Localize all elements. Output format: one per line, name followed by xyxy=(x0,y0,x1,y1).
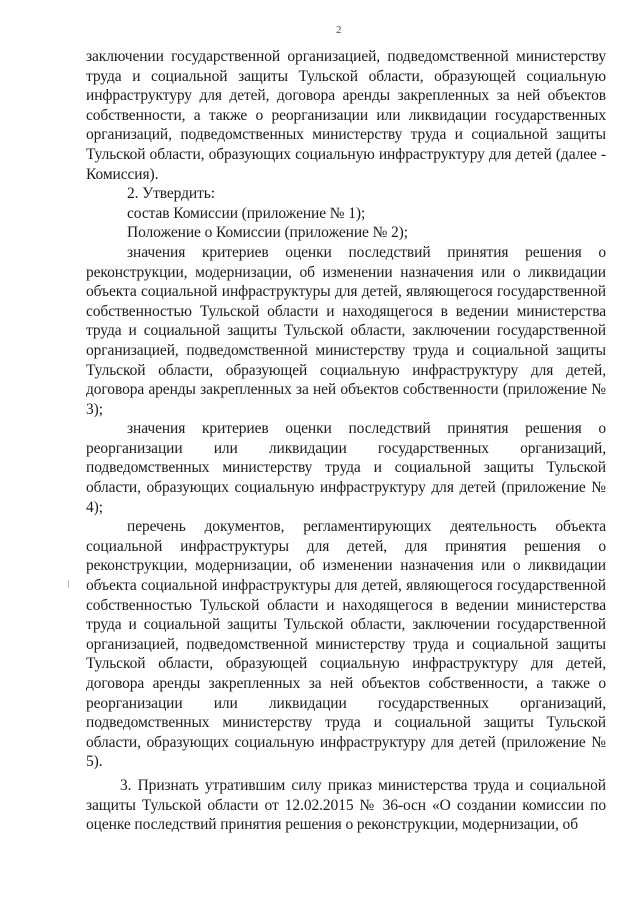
page-number: 2 xyxy=(336,24,342,36)
paragraph-commission-regulation: Положение о Комиссии (приложение № 2); xyxy=(127,224,408,242)
paragraph-repeal-order: 3. Признать утратившим силу приказ министерства труда и социальной защиты Тульской области от 12.02.2015 № 36-осн «О создании комиссии по оценке последствий принятия решения о реконструкции, модернизации, об xyxy=(86,776,606,834)
paragraph-commission-composition: состав Комиссии (приложение № 1); xyxy=(127,204,366,222)
paragraph-commission-continuation: заключении государственной организацией, подведомственной министерству труда и социальной защиты Тульской области, образующей социальную инфраструктуру для детей, договора аренды закрепленных за ней объектов собственности, а также о реорганизации или ликвидации государственных организаций, подведомственных министерству труда и социальной защиты Тульской области, образующих социальную инфраструктуру для детей (далее - Комиссия). xyxy=(86,48,606,183)
paragraph-approve-heading: 2. Утвердить: xyxy=(127,185,215,203)
paragraph-criteria-reconstruction: значения критериев оценки последствий принятия решения о реконструкции, модернизации, об изменении назначения или о ликвидации объекта социальной инфраструктуры для детей, являющегося государственной собственностью Тульской области и находящегося в ведении министерства труда и социальной защиты Тульской области, заключении государственной организацией, подведомственной министерству труда и социальной защиты Тульской области, образующей социальную инфраструктуру для детей, договора аренды закрепленных за ней объектов собственности (приложение № 3); xyxy=(86,243,606,418)
paragraph-documents-list: перечень документов, регламентирующих деятельность объекта социальной инфраструктуры для детей, для принятия решения о реконструкции, модернизации, об изменении назначения или о ликвидации объекта социальной инфраструктуры для детей, являющегося государственной собственностью Тульской области и находящегося в ведении министерства труда и социальной защиты Тульской области, заключении государственной организацией, подведомственной министерству труда и социальной защиты Тульской области, образующей социальную инфраструктуру для детей, договора аренды закрепленных за ней объектов собственности, а также о реорганизации или ликвидации государственных организаций, подведомственных министерству труда и социальной защиты Тульской области, образующих социальную инфраструктуру для детей (приложение № 5). xyxy=(86,518,606,771)
paragraph-criteria-reorganization: значения критериев оценки последствий принятия решения о реорганизации или ликвидации государственных организаций, подведомственных министерству труда и социальной защиты Тульской области, образующих социальную инфраструктуру для детей (приложение № 4); xyxy=(86,420,606,516)
document-body xyxy=(86,47,606,835)
margin-mark xyxy=(68,580,69,588)
